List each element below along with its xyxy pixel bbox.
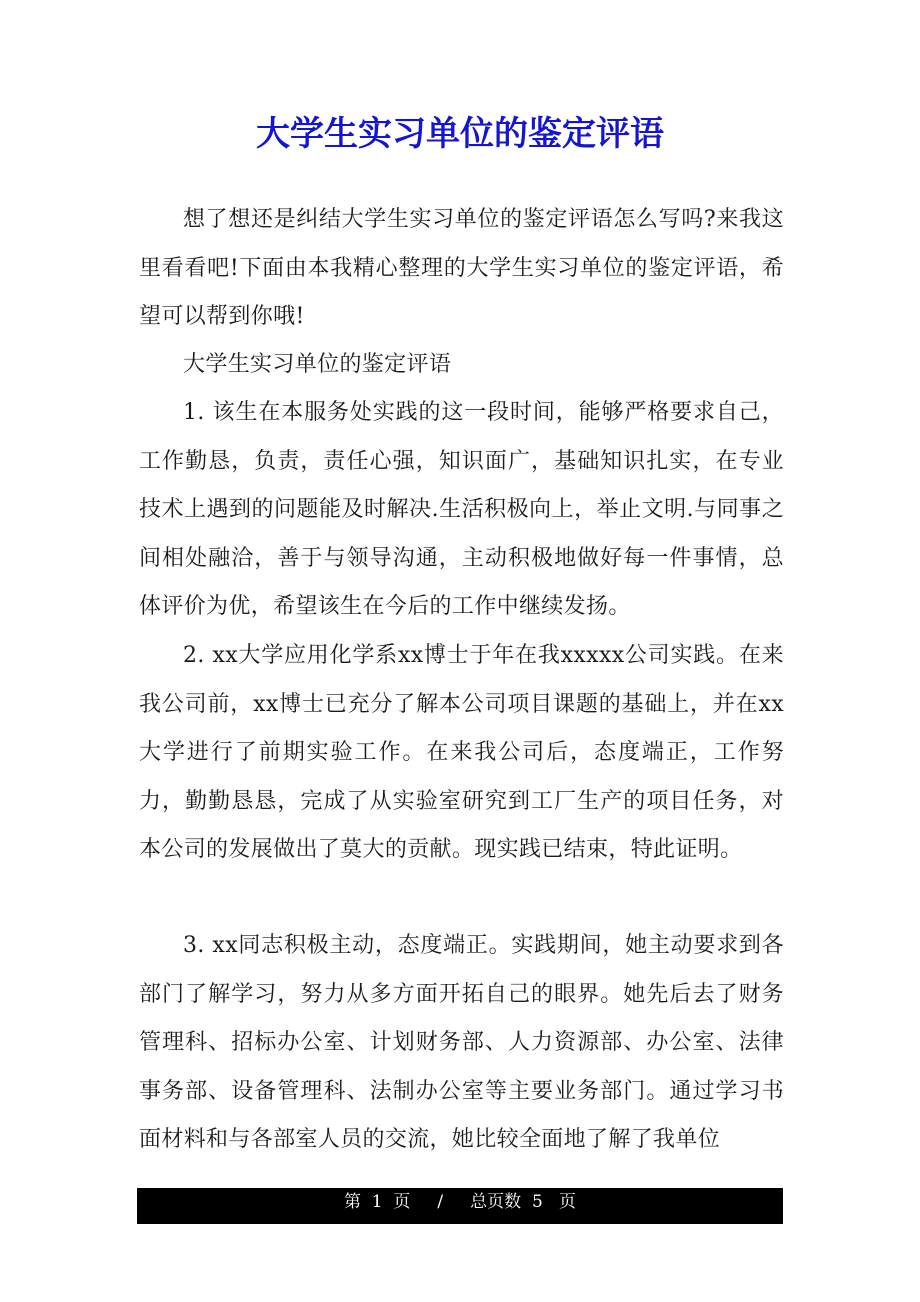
- intro-paragraph: 想了想还是纠结大学生实习单位的鉴定评语怎么写吗?来我这里看看吧!下面由本我精心整理的大学生实习单位的鉴定评语，希望可以帮到你哦!: [139, 207, 784, 329]
- evaluation-item-2: 2. xx大学应用化学系xx博士于年在我xxxxx公司实践。在来我公司前，xx博士已充分了解本公司项目课题的基础上，并在xx大学进行了前期实验工作。在来我公司后，态度端正，工作努力，勤勤恳恳，完成了从实验室研究到工厂生产的项目任务，对本公司的发展做出了莫大的贡献。现实践已结束，特此证明。: [139, 643, 784, 862]
- document-title: 大学生实习单位的鉴定评语: [256, 114, 664, 154]
- evaluation-item-1: 1. 该生在本服务处实践的这一段时间，能够严格要求自己，工作勤恳，负责，责任心强，知识面广，基础知识扎实，在专业技术上遇到的问题能及时解决.生活积极向上，举止文明.与同事之间相处融洽，善于与领导沟通，主动积极地做好每一件事情，总体评价为优，希望该生在今后的工作中继续发扬。: [139, 400, 784, 619]
- page-number-text: 第 1 页 / 总页数 5 页: [343, 1192, 577, 1212]
- evaluation-item-3: 3. xx同志积极主动，态度端正。实践期间，她主动要求到各部门了解学习，努力从多方面开拓自己的眼界。她先后去了财务管理科、招标办公室、计划财务部、人力资源部、办公室、法律事务部、设备管理科、法制办公室等主要业务部门。通过学习书面材料和与各部室人员的交流，她比较全面地了解了我单位: [139, 933, 784, 1152]
- page-footer: [137, 1188, 783, 1224]
- section-subtitle: 大学生实习单位的鉴定评语: [183, 352, 452, 377]
